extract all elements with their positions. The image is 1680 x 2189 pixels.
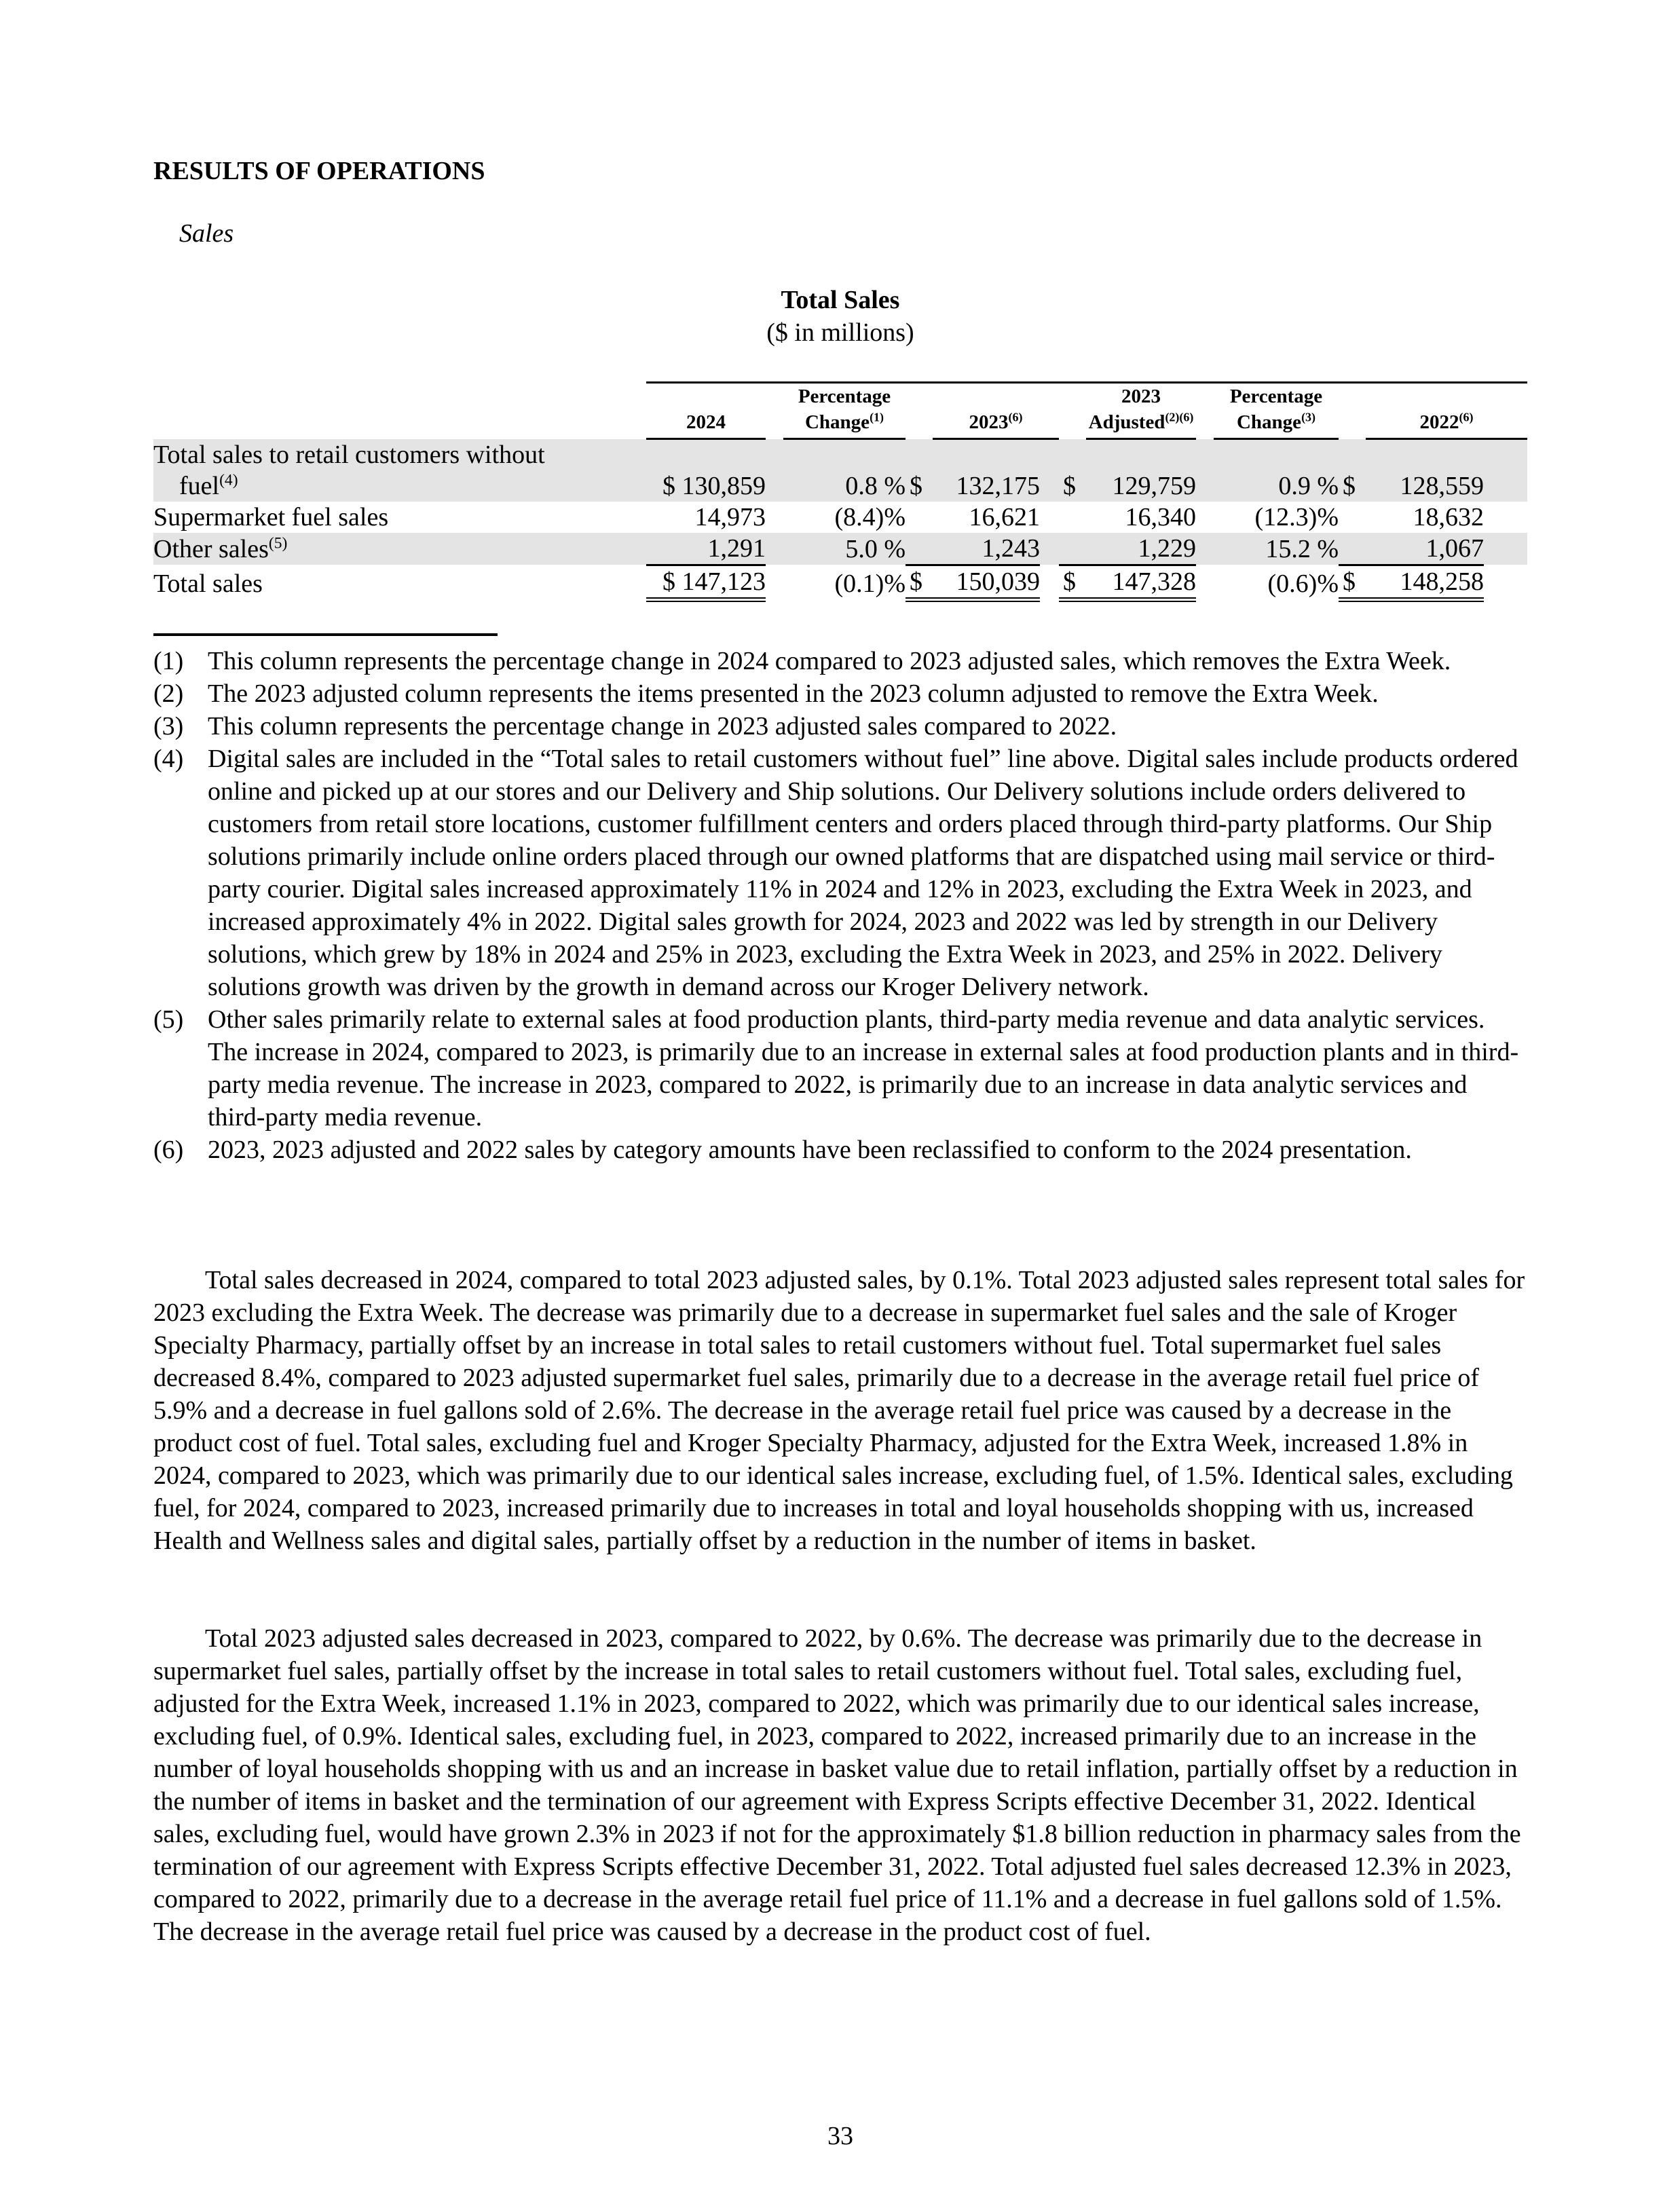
cell-pct-change-1: (0.1)% [834, 569, 906, 598]
footnote-marker: (1) [153, 647, 184, 675]
cell-2024: $ 147,123 [646, 565, 766, 599]
cell-2024: 14,973 [694, 502, 766, 531]
cell-2022: 148,258 [1366, 565, 1484, 599]
cell-2023: 1,243 [933, 533, 1040, 565]
footnote-text: This column represents the percentage change in 2024 compared to 2023 adjusted sales, which removes the Extra Week. [208, 647, 1451, 675]
cell-2022: 128,559 [1366, 439, 1484, 502]
row-label: Other sales$^{(5)}$ [153, 533, 646, 565]
footnote-divider [153, 633, 498, 636]
cell-2023: 150,039 [933, 565, 1040, 599]
currency-symbol: $ [1339, 439, 1366, 502]
header-2024: 2024 [646, 383, 766, 439]
header-2022: 2022$^{(6)}$ [1366, 383, 1527, 439]
section-title: RESULTS OF OPERATIONS [153, 157, 485, 185]
cell-2023: 16,621 [969, 502, 1040, 531]
currency-symbol: $ [906, 439, 933, 502]
table-row-total [153, 565, 1527, 599]
footnote [153, 710, 1527, 743]
cell-pct-change-1: 0.8 % [783, 439, 906, 502]
currency-symbol: $ [906, 565, 933, 599]
cell-2022: 1,067 [1366, 533, 1484, 565]
footnote-marker: (4) [153, 745, 184, 773]
cell-pct-change-2: 15.2 % [1214, 533, 1339, 565]
row-label: Supermarket fuel sales [153, 502, 389, 531]
table-title: Total Sales [781, 286, 900, 314]
currency-symbol: $ [1059, 565, 1086, 599]
row-label: Total sales to retail customers without fuel$^{(4)}$ [153, 439, 646, 502]
footnote-text: Digital sales are included in the “Total sales to retail customers without fuel” line above. Digital sales include products ordered online and picked up at our stores and our Delivery and Ship solutions. Our Delivery solutions include orders delivered to customers from retail store locations, customer fulfillment centers and orders placed through third-party platforms. Our Ship solutions primarily include online orders placed through our owned platforms that are dispatched using mail service or third-party courier. Digital sales increased approximately 11% in 2024 and 12% in 2023, excluding the Extra Week in 2023, and increased approximately 4% in 2022. Digital sales growth for 2024, 2023 and 2022 was led by strength in our Delivery solutions, which grew by 18% in 2024 and 25% in 2023, excluding the Extra Week in 2023, and 25% in 2022. Delivery solutions growth was driven by the growth in demand across our Kroger Delivery network. [208, 745, 1518, 1001]
body-paragraph: Total 2023 adjusted sales decreased in 2023, compared to 2022, by 0.6%. The decrease was primarily due to the decrease in supermarket fuel sales, partially offset by the increase in total sales to retail customers without fuel. Total sales, excluding fuel, adjusted for the Extra Week, increased 1.1% in 2023, compared to 2022, which was primarily due to our identical sales increase, excluding fuel, of 0.9%. Identical sales, excluding fuel, in 2023, compared to 2022, increased primarily due to an increase in the number of loyal households shopping with us and an increase in basket value due to retail inflation, partially offset by a reduction in the number of items in basket and the termination of our agreement with Express Scripts effective December 31, 2022. Identical sales, excluding fuel, would have grown 2.3% in 2023 if not for the approximately $1.8 billion reduction in pharmacy sales from the termination of our agreement with Express Scripts effective December 31, 2022. Total adjusted fuel sales decreased 12.3% in 2023, compared to 2022, primarily due to a decrease in the average retail fuel price of 11.1% and a decrease in fuel gallons sold of 1.5%. The decrease in the average retail fuel price was caused by a decrease in the product cost of fuel. [153, 1624, 1521, 1946]
cell-2023-adjusted: 16,340 [1125, 502, 1196, 531]
header-2023-adjusted: 2023 Adjusted$^{(2)(6)}$ [1086, 383, 1196, 439]
cell-2023: 132,175 [933, 439, 1040, 502]
footnote-marker: (5) [153, 1005, 184, 1034]
footnote [153, 1134, 1527, 1166]
table-row [153, 533, 1527, 565]
subsection-title: Sales [179, 219, 234, 248]
footnote-text: The 2023 adjusted column represents the items presented in the 2023 column adjusted to remove the Extra Week. [208, 679, 1379, 708]
cell-2022: 18,632 [1413, 502, 1484, 531]
footnote [153, 645, 1527, 677]
header-pct-change-1: Percentage Change$^{(1)}$ [783, 383, 906, 439]
footnote-marker: (6) [153, 1136, 184, 1164]
footnote-marker: (2) [153, 679, 184, 708]
cell-2023-adjusted: 129,759 [1086, 439, 1196, 502]
footnote [153, 743, 1527, 1003]
footnote [153, 1003, 1527, 1134]
total-sales-table [153, 381, 1527, 602]
table-row [153, 502, 1527, 533]
page-number: 33 [827, 2122, 853, 2150]
cell-2023-adjusted: 1,229 [1086, 533, 1196, 565]
currency-symbol: $ [1339, 565, 1366, 599]
cell-pct-change-2: (12.3)% [1254, 502, 1339, 531]
footnote [153, 677, 1527, 710]
table-header-row [153, 383, 1527, 439]
cell-pct-change-2: (0.6)% [1267, 569, 1339, 598]
header-pct-change-2: Percentage Change$^{(3)}$ [1214, 383, 1339, 439]
cell-2024: 1,291 [646, 533, 766, 565]
table-row [153, 439, 1527, 502]
cell-pct-change-2: 0.9 % [1214, 439, 1339, 502]
footnote-text: This column represents the percentage change in 2023 adjusted sales compared to 2022. [208, 712, 1117, 741]
body-paragraph: Total sales decreased in 2024, compared to total 2023 adjusted sales, by 0.1%. Total 2023 adjusted sales represent total sales for 2023 excluding the Extra Week. The decrease was primarily due to a decrease in supermarket fuel sales and the sale of Kroger Specialty Pharmacy, partially offset by an increase in total sales to retail customers without fuel. Total supermarket fuel sales decreased 8.4%, compared to 2023 adjusted supermarket fuel sales, primarily due to a decrease in the average retail fuel price of 5.9% and a decrease in fuel gallons sold of 2.6%. The decrease in the average retail fuel price was caused by a decrease in the product cost of fuel. Total sales, excluding fuel and Kroger Specialty Pharmacy, adjusted for the Extra Week, increased 1.8% in 2024, compared to 2023, which was primarily due to our identical sales increase, excluding fuel, of 1.5%. Identical sales, excluding fuel, for 2024, compared to 2023, increased primarily due to increases in total and loyal households shopping with us, increased Health and Wellness sales and digital sales, partially offset by a reduction in the number of items in basket. [153, 1266, 1525, 1555]
currency-symbol: $ [1059, 439, 1086, 502]
table-subtitle: ($ in millions) [766, 318, 914, 347]
cell-2024: $ 130,859 [646, 439, 766, 502]
footnote-text: Other sales primarily relate to external sales at food production plants, third-party media revenue and data analytic services. The increase in 2024, compared to 2023, is primarily due to an increase in external sales at food production plants and in third-party media revenue. The increase in 2023, compared to 2022, is primarily due to an increase in data analytic services and third-party media revenue. [208, 1005, 1519, 1131]
cell-2023-adjusted: 147,328 [1086, 565, 1196, 599]
table-title-block [153, 284, 1527, 349]
footnote-text: 2023, 2023 adjusted and 2022 sales by category amounts have been reclassified to conform to the 2024 presentation. [208, 1136, 1412, 1164]
footnote-marker: (3) [153, 712, 184, 741]
header-2023: 2023$^{(6)}$ [933, 383, 1059, 439]
cell-pct-change-1: (8.4)% [834, 502, 906, 531]
row-label: Total sales [153, 569, 263, 598]
footnotes [153, 645, 1527, 1166]
cell-pct-change-1: 5.0 % [783, 533, 906, 565]
